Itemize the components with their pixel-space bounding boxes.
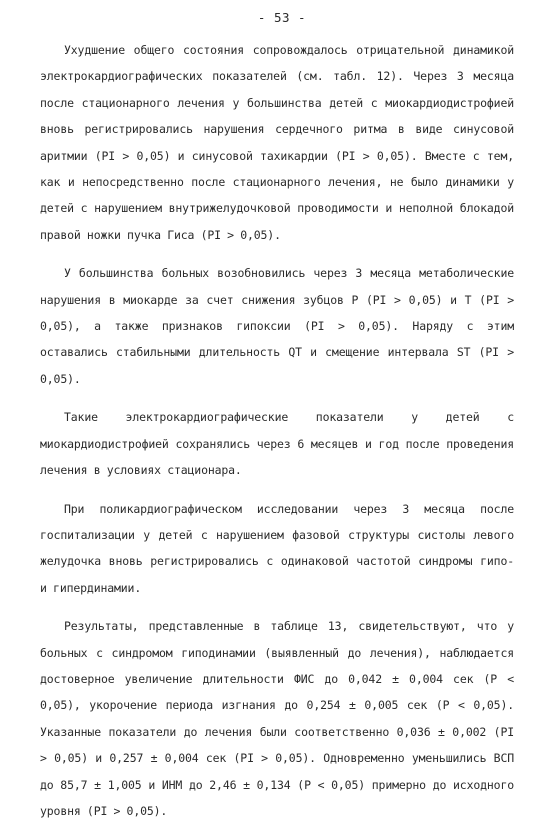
- paragraph-polycardiography: При поликардиографическом исследовании через 3 месяца после госпитализации у детей с нарушением фазовой структуры систолы левого желудочка вновь регистрировались с одинаковой частотой синдромы гипо- и гипердинамии.: [40, 501, 514, 595]
- page-number: - 53 -: [257, 10, 307, 25]
- paragraph-ecg-dynamics: Ухудшение общего состояния сопровождалось отрицательной динамикой электрокардиографических показателей (см. табл. 12). Через 3 месяца после стационарного лечения у большинства детей с миокардиодистрофией вновь регистрировались нарушения сердечного ритма в виде синусовой аритмии (PI > 0,05) и синусовой тахикардии (PI > 0,05). Вместе с тем, как и непосредственно после стационарного лечения, не было динамики у детей с нарушением внутрижелудочковой проводимости и неполной блокадой правой ножки пучка Гиса (PI > 0,05).: [40, 43, 514, 242]
- paragraph-ecg-persistence: Такие электрокардиографические показатели у детей с миокардиодистрофией сохранялись через 6 месяцев и год после проведения лечения в условиях стационара.: [40, 410, 514, 478]
- paragraph-table-13-results: Результаты, представленные в таблице 13, свидетельствуют, что у больных с синдромом гиподинамии (выявленный до лечения), наблюдается достоверное увеличение длительности ФИС до 0,042 ± 0,004 сек (Р < 0,05), укорочение периода изгнания до 0,254 ± 0,005 сек (Р < 0,05). Указанные показатели до лечения были соответственно 0,036 ± 0,002 (PI > 0,05) и 0,257 ± 0,004 сек (PI > 0,05). Одновременно уменьшились ВСП до 85,7 ± 1,005 и ИНМ до 2,46 ± 0,134 (Р < 0,05) примерно до исходного уровня (PI > 0,05).: [40, 619, 514, 818]
- paragraph-metabolic-disorders: У большинства больных возобновились через 3 месяца метаболические нарушения в миокарде за счет снижения зубцов Р (PI > 0,05) и Т (PI > 0,05), а также признаков гипоксии (PI > 0,05). Наряду с этим оставались стабильными длительность QT и смещение интервала ST (PI > 0,05).: [40, 266, 514, 386]
